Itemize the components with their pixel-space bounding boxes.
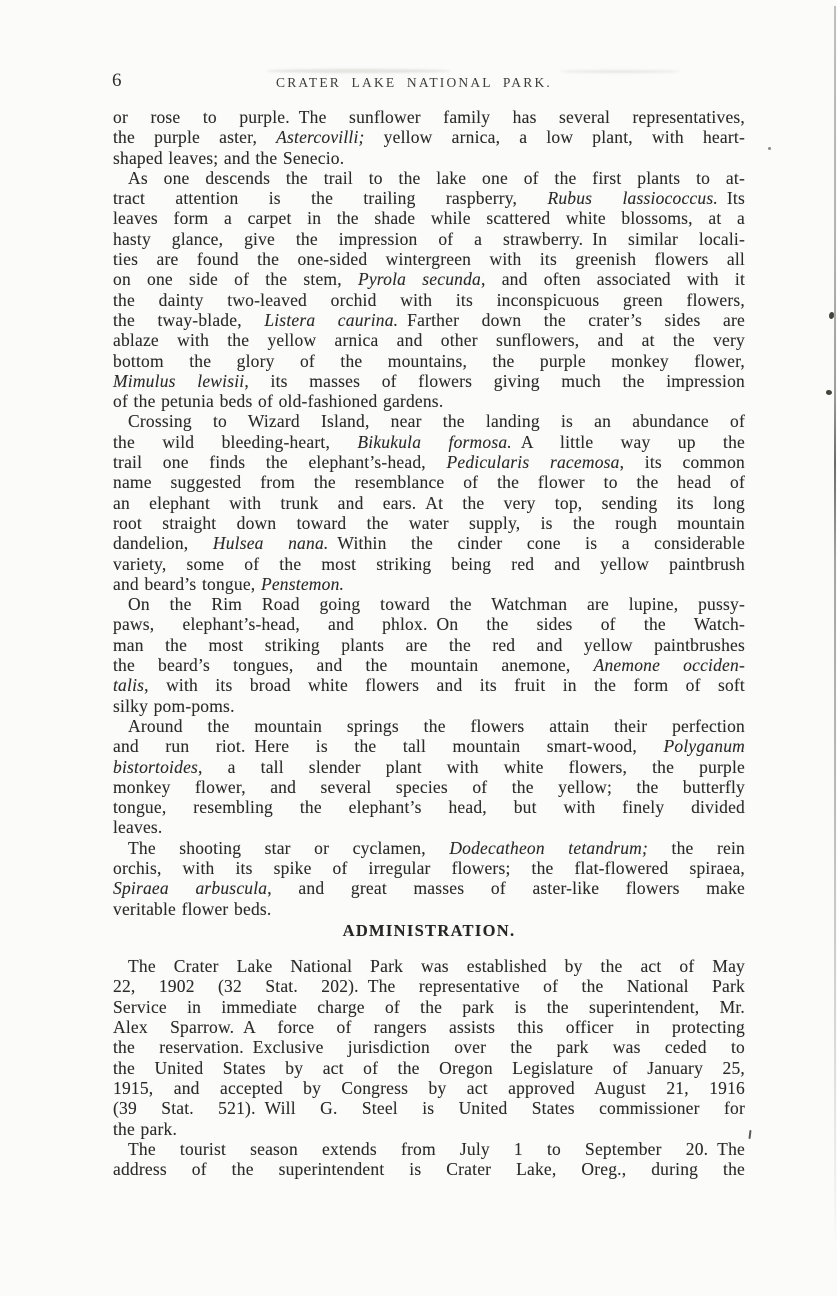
- text-run: shaped leaves; and the Senecio.: [113, 147, 345, 168]
- text-run: , its masses of flowers giving much the impression: [244, 370, 745, 391]
- text-run: The Crater Lake National Park was established by the act of May: [128, 956, 745, 977]
- scan-smudge: [266, 69, 451, 73]
- text-run: the beard’s tongues, and the mountain anemone,: [113, 655, 594, 676]
- text-line: [113, 411, 745, 431]
- text-line: [113, 290, 745, 310]
- text-run: or rose to purple. The sunflower family has several representatives,: [113, 107, 745, 127]
- text-run: dandelion,: [113, 533, 213, 554]
- text-line: [113, 797, 745, 817]
- paragraph: [113, 956, 745, 1139]
- text-line: [113, 899, 745, 919]
- text-line: [113, 1139, 745, 1159]
- text-run: yellow arnica, a low plant, with heart-: [364, 127, 745, 148]
- text-run: 22, 1902 (32 Stat. 202). The representative of the National Park: [113, 976, 745, 997]
- text-run: root straight down toward the water supply, is the rough mountain: [113, 512, 745, 533]
- text-run: Service in immediate charge of the park is the superintendent, Mr.: [113, 996, 745, 1017]
- text-run: ties are found the one-sided wintergreen with its greenish flowers all: [113, 249, 745, 270]
- text-run: Crossing to Wizard Island, near the landing is an abundance of: [128, 411, 745, 432]
- text-line: [113, 310, 745, 330]
- text-run: The tourist season extends from July 1 to September 20. The: [128, 1138, 745, 1159]
- scan-speck: [826, 390, 832, 395]
- text-line: [113, 1098, 745, 1118]
- text-run: veritable flower beds.: [113, 898, 272, 919]
- text-run: leaves.: [113, 817, 163, 838]
- flora-section: [113, 107, 745, 919]
- paragraph: [113, 716, 745, 838]
- text-run: As one descends the trail to the lake one of the first plants to at-: [128, 167, 745, 188]
- text-line: [113, 249, 745, 269]
- text-run: and beard’s tongue,: [113, 573, 261, 594]
- text-line: [113, 391, 745, 411]
- paragraph: [113, 107, 745, 168]
- text-line: [113, 858, 745, 878]
- text-line: [113, 351, 745, 371]
- text-line: [113, 736, 745, 756]
- species-name: bistortoides: [113, 756, 199, 777]
- text-line: [113, 1017, 745, 1037]
- text-run: bottom the glory of the mountains, the purple monkey flower,: [113, 350, 745, 371]
- text-line: [113, 1078, 745, 1098]
- text-run: , its common: [619, 452, 745, 473]
- species-name: Bikukula formosa.: [357, 431, 512, 452]
- text-line: [113, 513, 745, 533]
- text-line: [113, 472, 745, 492]
- text-run: , and often associated with it: [481, 269, 746, 290]
- text-run: the United States by act of the Oregon Legislature of January 25,: [113, 1057, 745, 1078]
- text-run: the dainty two-leaved orchid with its inconspicuous green flowers,: [113, 289, 745, 310]
- text-run: leaves form a carpet in the shade while scattered white blossoms, at a: [113, 208, 745, 229]
- text-line: [113, 696, 745, 716]
- text-line: [113, 1119, 745, 1139]
- species-name: Penstemon.: [260, 573, 345, 594]
- text-run: man the most striking plants are the red and yellow paintbrushes: [113, 634, 745, 655]
- text-line: [113, 594, 745, 614]
- text-line: [113, 533, 745, 553]
- text-run: (39 Stat. 521). Will G. Steel is United States commissioner for: [113, 1098, 745, 1119]
- scan-smudge: [560, 70, 680, 73]
- text-run: , and great masses of aster-like flowers make: [267, 878, 745, 899]
- text-run: of the petunia beds of old-fashioned gardens.: [113, 391, 444, 412]
- text-line: [113, 675, 745, 695]
- paragraph: [113, 168, 745, 412]
- species-name: Anemone occiden-: [593, 655, 745, 676]
- text-line: [113, 229, 745, 249]
- paragraph: [113, 838, 745, 919]
- text-line: [113, 997, 745, 1017]
- text-run: A little way up the: [511, 431, 745, 452]
- admin-section: [113, 956, 745, 1179]
- paragraph: [113, 594, 745, 716]
- text-line: [113, 838, 745, 858]
- text-line: [113, 1037, 745, 1057]
- text-run: Alex Sparrow. A force of rangers assists this officer in protecting: [113, 1017, 745, 1038]
- text-line: [113, 614, 745, 634]
- text-run: the reservation. Exclusive jurisdiction over the park was ceded to: [113, 1037, 745, 1058]
- page-body: [113, 107, 745, 1179]
- species-name: Listera caurina.: [264, 309, 399, 330]
- species-name: Hulsea nana.: [212, 533, 329, 554]
- species-name: Pyrola secunda: [357, 269, 481, 290]
- text-run: variety, some of the most striking being red and yellow paintbrush: [113, 553, 745, 574]
- text-line: [113, 1159, 745, 1179]
- text-run: monkey flower, and several species of the yellow; the butterfly: [113, 776, 745, 797]
- text-line: [113, 371, 745, 391]
- text-line: [113, 655, 745, 675]
- text-run: trail one finds the elephant’s-head,: [113, 452, 447, 473]
- text-line: [113, 635, 745, 655]
- text-line: [113, 330, 745, 350]
- text-run: tongue, resembling the elephant’s head, but with finely divided: [113, 797, 745, 818]
- text-run: silky pom-poms.: [113, 695, 235, 716]
- text-line: [113, 1058, 745, 1078]
- text-run: orchis, with its spike of irregular flowers; the flat-flowered spiraea,: [113, 857, 745, 878]
- text-run: ablaze with the yellow arnica and other sunflowers, and at the very: [113, 330, 745, 351]
- text-line: [113, 976, 745, 996]
- species-name: Spiraea arbuscula: [113, 878, 268, 899]
- text-run: the rein: [648, 837, 745, 858]
- text-line: [113, 107, 745, 127]
- text-line: [113, 956, 745, 976]
- text-run: on one side of the stem,: [113, 269, 358, 290]
- species-name: Polyganum: [663, 736, 745, 757]
- text-run: Its: [717, 188, 745, 209]
- species-name: Mimulus lewisii: [113, 370, 245, 391]
- text-run: Around the mountain springs the flowers attain their perfection: [128, 715, 745, 736]
- section-heading: ADMINISTRATION.: [342, 920, 516, 940]
- text-line: [113, 493, 745, 513]
- paragraph: [113, 411, 745, 594]
- text-run: the park.: [113, 1118, 178, 1139]
- text-line: [113, 208, 745, 228]
- text-run: On the Rim Road going toward the Watchman are lupine, pussy-: [128, 594, 745, 615]
- text-line: [113, 554, 745, 574]
- page-number: 6: [112, 70, 122, 91]
- text-run: the purple aster,: [113, 127, 277, 148]
- text-run: the tway-blade,: [113, 309, 265, 330]
- text-run: the wild bleeding-heart,: [113, 431, 358, 452]
- text-line: [113, 168, 745, 188]
- scan-edge-artifact: [834, 6, 836, 1276]
- text-run: Farther down the crater’s sides are: [398, 309, 746, 330]
- text-run: Within the cinder cone is a considerable: [328, 533, 745, 554]
- species-name: Rubus lassiococcus.: [547, 188, 718, 209]
- text-run: hasty glance, give the impression of a strawberry. In similar locali-: [113, 228, 745, 249]
- text-run: address of the superintendent is Crater Lake, Oreg., during the: [113, 1159, 745, 1180]
- text-run: The shooting star or cyclamen,: [128, 837, 450, 858]
- scan-speck: [748, 1130, 751, 1139]
- species-name: Dodecatheon tetandrum;: [449, 837, 649, 858]
- species-name: Pedicularis racemosa: [446, 452, 620, 473]
- text-run: 1915, and accepted by Congress by act approved August 21, 1916: [113, 1077, 745, 1098]
- paragraph: [113, 1139, 745, 1180]
- text-line: [113, 878, 745, 898]
- text-line: [113, 188, 745, 208]
- species-name: talis: [113, 675, 145, 696]
- text-line: [113, 432, 745, 452]
- text-run: paws, elephant’s-head, and phlox. On the sides of the Watch-: [113, 614, 745, 635]
- text-run: and run riot. Here is the tall mountain smart-wood,: [113, 736, 664, 757]
- text-line: [113, 777, 745, 797]
- text-line: [113, 127, 745, 147]
- text-line: [113, 757, 745, 777]
- text-run: an elephant with trunk and ears. At the very top, sending its long: [113, 492, 745, 513]
- text-line: [113, 574, 745, 594]
- text-line: [113, 716, 745, 736]
- text-line: [113, 817, 745, 837]
- text-line: [113, 269, 745, 289]
- scan-speck: [768, 147, 771, 150]
- text-line: [113, 148, 745, 168]
- text-line: [113, 452, 745, 472]
- text-run: name suggested from the resemblance of the flower to the head of: [113, 472, 745, 493]
- running-header: CRATER LAKE NATIONAL PARK.: [276, 75, 552, 90]
- text-run: , a tall slender plant with white flowers, the purple: [198, 756, 745, 777]
- text-run: , with its broad white flowers and its fruit in the form of soft: [144, 675, 745, 696]
- text-run: tract attention is the trailing raspberry,: [113, 188, 548, 209]
- species-name: Astercovilli;: [276, 127, 365, 148]
